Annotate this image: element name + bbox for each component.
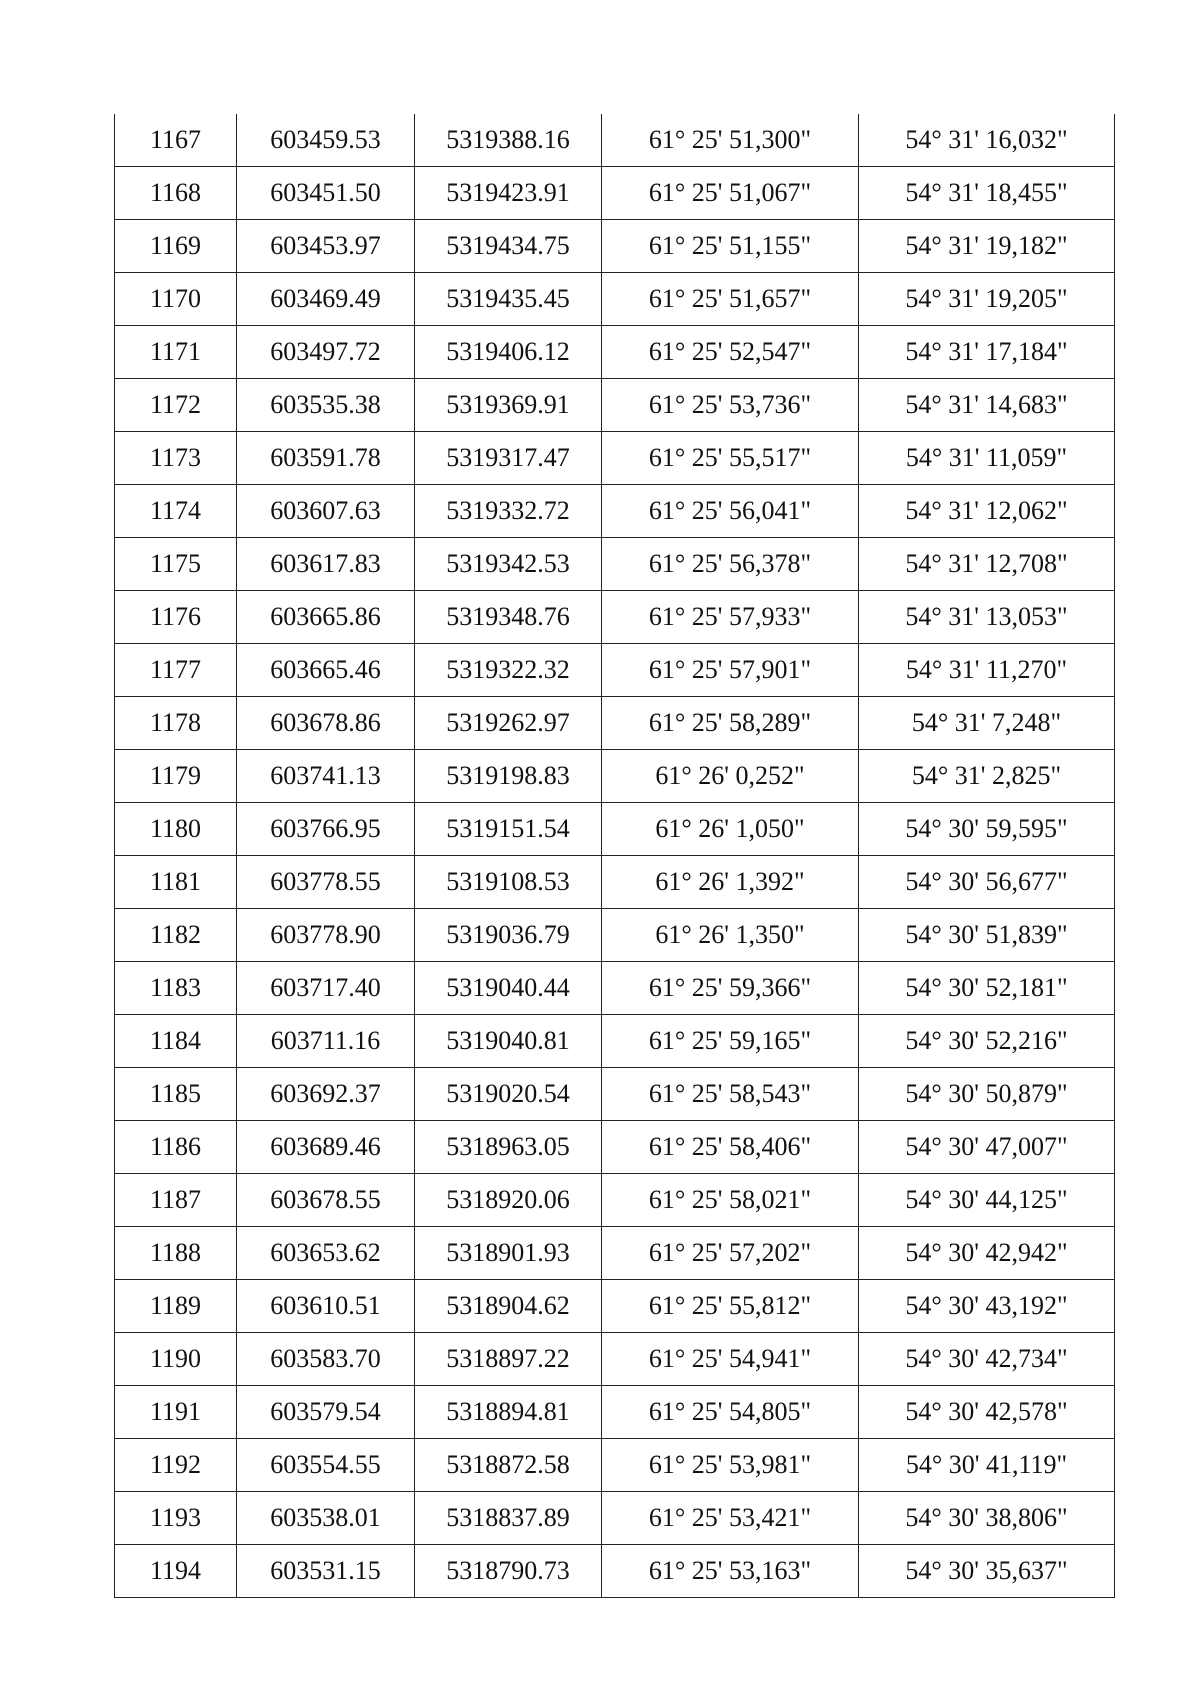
table-row [115,856,1115,909]
x-coordinate-cell: 603453.97 [237,220,415,273]
longitude-cell: 61° 25' 59,366" [602,962,859,1015]
latitude-cell: 54° 30' 44,125" [859,1174,1115,1227]
y-coordinate-cell: 5318894.81 [415,1386,602,1439]
x-coordinate-cell: 603711.16 [237,1015,415,1068]
y-coordinate-cell: 5319434.75 [415,220,602,273]
point-number-cell: 1169 [115,220,237,273]
y-coordinate-cell: 5319406.12 [415,326,602,379]
x-coordinate-cell: 603531.15 [237,1545,415,1598]
table-row [115,909,1115,962]
latitude-cell: 54° 30' 52,216" [859,1015,1115,1068]
latitude-cell: 54° 31' 11,059" [859,432,1115,485]
x-coordinate-cell: 603535.38 [237,379,415,432]
y-coordinate-cell: 5319198.83 [415,750,602,803]
y-coordinate-cell: 5319342.53 [415,538,602,591]
longitude-cell: 61° 25' 57,933" [602,591,859,644]
longitude-cell: 61° 25' 57,202" [602,1227,859,1280]
longitude-cell: 61° 25' 58,021" [602,1174,859,1227]
point-number-cell: 1174 [115,485,237,538]
latitude-cell: 54° 31' 18,455" [859,167,1115,220]
longitude-cell: 61° 25' 55,812" [602,1280,859,1333]
latitude-cell: 54° 31' 14,683" [859,379,1115,432]
table-row [115,114,1115,167]
table-row [115,273,1115,326]
coordinates-table [114,114,1115,1598]
latitude-cell: 54° 30' 38,806" [859,1492,1115,1545]
longitude-cell: 61° 25' 53,736" [602,379,859,432]
point-number-cell: 1183 [115,962,237,1015]
y-coordinate-cell: 5318963.05 [415,1121,602,1174]
latitude-cell: 54° 31' 12,708" [859,538,1115,591]
table-row [115,485,1115,538]
longitude-cell: 61° 25' 51,657" [602,273,859,326]
longitude-cell: 61° 25' 53,421" [602,1492,859,1545]
table-row [115,803,1115,856]
x-coordinate-cell: 603717.40 [237,962,415,1015]
point-number-cell: 1192 [115,1439,237,1492]
y-coordinate-cell: 5319040.44 [415,962,602,1015]
latitude-cell: 54° 31' 19,205" [859,273,1115,326]
latitude-cell: 54° 30' 51,839" [859,909,1115,962]
point-number-cell: 1167 [115,114,237,167]
x-coordinate-cell: 603554.55 [237,1439,415,1492]
coordinates-table-body [115,114,1115,1598]
x-coordinate-cell: 603459.53 [237,114,415,167]
y-coordinate-cell: 5319262.97 [415,697,602,750]
y-coordinate-cell: 5319151.54 [415,803,602,856]
table-row [115,1545,1115,1598]
x-coordinate-cell: 603610.51 [237,1280,415,1333]
x-coordinate-cell: 603689.46 [237,1121,415,1174]
point-number-cell: 1184 [115,1015,237,1068]
table-row [115,220,1115,273]
latitude-cell: 54° 30' 47,007" [859,1121,1115,1174]
y-coordinate-cell: 5319040.81 [415,1015,602,1068]
longitude-cell: 61° 25' 56,378" [602,538,859,591]
x-coordinate-cell: 603778.55 [237,856,415,909]
x-coordinate-cell: 603579.54 [237,1386,415,1439]
longitude-cell: 61° 25' 51,155" [602,220,859,273]
point-number-cell: 1178 [115,697,237,750]
x-coordinate-cell: 603653.62 [237,1227,415,1280]
point-number-cell: 1191 [115,1386,237,1439]
longitude-cell: 61° 25' 51,067" [602,167,859,220]
y-coordinate-cell: 5318837.89 [415,1492,602,1545]
table-row [115,379,1115,432]
point-number-cell: 1172 [115,379,237,432]
x-coordinate-cell: 603778.90 [237,909,415,962]
y-coordinate-cell: 5319369.91 [415,379,602,432]
y-coordinate-cell: 5318920.06 [415,1174,602,1227]
table-row [115,750,1115,803]
point-number-cell: 1181 [115,856,237,909]
table-row [115,432,1115,485]
y-coordinate-cell: 5318790.73 [415,1545,602,1598]
point-number-cell: 1170 [115,273,237,326]
table-row [115,1439,1115,1492]
x-coordinate-cell: 603617.83 [237,538,415,591]
table-row [115,697,1115,750]
latitude-cell: 54° 30' 41,119" [859,1439,1115,1492]
y-coordinate-cell: 5319322.32 [415,644,602,697]
longitude-cell: 61° 25' 54,805" [602,1386,859,1439]
point-number-cell: 1194 [115,1545,237,1598]
longitude-cell: 61° 25' 54,941" [602,1333,859,1386]
longitude-cell: 61° 25' 55,517" [602,432,859,485]
y-coordinate-cell: 5318901.93 [415,1227,602,1280]
y-coordinate-cell: 5319332.72 [415,485,602,538]
longitude-cell: 61° 25' 53,981" [602,1439,859,1492]
y-coordinate-cell: 5318872.58 [415,1439,602,1492]
latitude-cell: 54° 30' 52,181" [859,962,1115,1015]
point-number-cell: 1190 [115,1333,237,1386]
point-number-cell: 1180 [115,803,237,856]
latitude-cell: 54° 31' 13,053" [859,591,1115,644]
x-coordinate-cell: 603692.37 [237,1068,415,1121]
longitude-cell: 61° 25' 58,289" [602,697,859,750]
y-coordinate-cell: 5319348.76 [415,591,602,644]
longitude-cell: 61° 26' 1,350" [602,909,859,962]
x-coordinate-cell: 603591.78 [237,432,415,485]
table-row [115,326,1115,379]
latitude-cell: 54° 31' 11,270" [859,644,1115,697]
y-coordinate-cell: 5318904.62 [415,1280,602,1333]
longitude-cell: 61° 25' 58,543" [602,1068,859,1121]
longitude-cell: 61° 25' 59,165" [602,1015,859,1068]
y-coordinate-cell: 5319423.91 [415,167,602,220]
x-coordinate-cell: 603451.50 [237,167,415,220]
x-coordinate-cell: 603665.46 [237,644,415,697]
x-coordinate-cell: 603678.55 [237,1174,415,1227]
point-number-cell: 1176 [115,591,237,644]
latitude-cell: 54° 30' 42,578" [859,1386,1115,1439]
point-number-cell: 1193 [115,1492,237,1545]
latitude-cell: 54° 30' 43,192" [859,1280,1115,1333]
latitude-cell: 54° 31' 12,062" [859,485,1115,538]
longitude-cell: 61° 26' 1,392" [602,856,859,909]
point-number-cell: 1187 [115,1174,237,1227]
latitude-cell: 54° 30' 59,595" [859,803,1115,856]
table-row [115,1121,1115,1174]
latitude-cell: 54° 31' 7,248" [859,697,1115,750]
table-row [115,591,1115,644]
latitude-cell: 54° 31' 17,184" [859,326,1115,379]
latitude-cell: 54° 30' 42,942" [859,1227,1115,1280]
point-number-cell: 1182 [115,909,237,962]
table-row [115,644,1115,697]
point-number-cell: 1185 [115,1068,237,1121]
x-coordinate-cell: 603766.95 [237,803,415,856]
y-coordinate-cell: 5319317.47 [415,432,602,485]
latitude-cell: 54° 31' 16,032" [859,114,1115,167]
table-row [115,1386,1115,1439]
y-coordinate-cell: 5318897.22 [415,1333,602,1386]
latitude-cell: 54° 30' 35,637" [859,1545,1115,1598]
x-coordinate-cell: 603583.70 [237,1333,415,1386]
longitude-cell: 61° 25' 53,163" [602,1545,859,1598]
latitude-cell: 54° 31' 2,825" [859,750,1115,803]
table-row [115,1015,1115,1068]
point-number-cell: 1173 [115,432,237,485]
x-coordinate-cell: 603497.72 [237,326,415,379]
table-row [115,1492,1115,1545]
point-number-cell: 1171 [115,326,237,379]
y-coordinate-cell: 5319435.45 [415,273,602,326]
latitude-cell: 54° 30' 56,677" [859,856,1115,909]
x-coordinate-cell: 603741.13 [237,750,415,803]
x-coordinate-cell: 603678.86 [237,697,415,750]
table-row [115,167,1115,220]
point-number-cell: 1186 [115,1121,237,1174]
y-coordinate-cell: 5319020.54 [415,1068,602,1121]
x-coordinate-cell: 603538.01 [237,1492,415,1545]
longitude-cell: 61° 25' 57,901" [602,644,859,697]
point-number-cell: 1177 [115,644,237,697]
longitude-cell: 61° 26' 1,050" [602,803,859,856]
table-row [115,962,1115,1015]
x-coordinate-cell: 603469.49 [237,273,415,326]
table-row [115,1333,1115,1386]
point-number-cell: 1175 [115,538,237,591]
latitude-cell: 54° 31' 19,182" [859,220,1115,273]
longitude-cell: 61° 25' 52,547" [602,326,859,379]
point-number-cell: 1188 [115,1227,237,1280]
y-coordinate-cell: 5319388.16 [415,114,602,167]
table-row [115,1227,1115,1280]
x-coordinate-cell: 603607.63 [237,485,415,538]
point-number-cell: 1168 [115,167,237,220]
latitude-cell: 54° 30' 42,734" [859,1333,1115,1386]
point-number-cell: 1189 [115,1280,237,1333]
table-row [115,1280,1115,1333]
y-coordinate-cell: 5319108.53 [415,856,602,909]
table-row [115,1174,1115,1227]
table-row [115,1068,1115,1121]
longitude-cell: 61° 25' 56,041" [602,485,859,538]
table-row [115,538,1115,591]
longitude-cell: 61° 25' 51,300" [602,114,859,167]
y-coordinate-cell: 5319036.79 [415,909,602,962]
longitude-cell: 61° 25' 58,406" [602,1121,859,1174]
x-coordinate-cell: 603665.86 [237,591,415,644]
longitude-cell: 61° 26' 0,252" [602,750,859,803]
point-number-cell: 1179 [115,750,237,803]
latitude-cell: 54° 30' 50,879" [859,1068,1115,1121]
